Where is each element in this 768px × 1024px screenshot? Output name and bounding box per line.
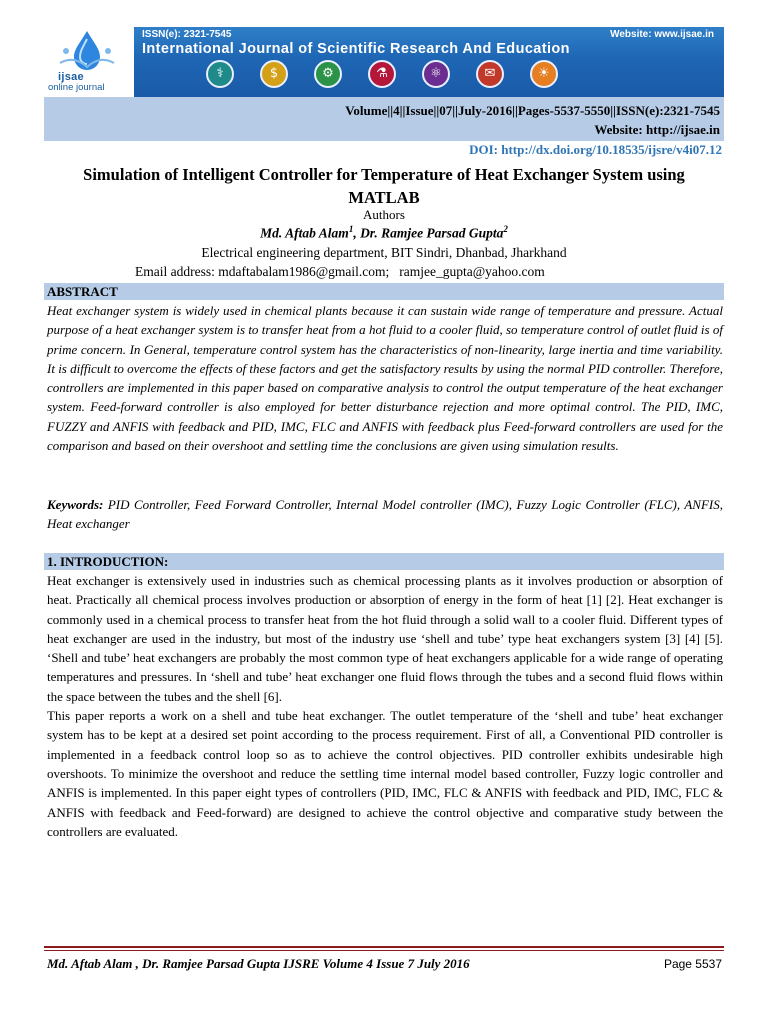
footer-citation: Md. Aftab Alam , Dr. Ramjee Parsad Gupta IJSRE Volume 4 Issue 7 July 2016 <box>47 956 470 971</box>
keywords <box>47 495 723 534</box>
envelope-icon: ✉ <box>476 60 504 88</box>
author-2-affiliation: 2 <box>503 224 508 234</box>
title-line-2: MATLAB <box>348 188 420 207</box>
issue-info-strip <box>44 97 724 141</box>
journal-banner <box>44 27 724 97</box>
email-primary: Email address: mdaftabalam1986@gmail.com; <box>135 264 390 279</box>
volume-line: Volume||4||Issue||07||July-2016||Pages-5537-5550||ISSN(e):2321-7545 <box>345 103 720 118</box>
logo-text: ijsae <box>58 71 84 83</box>
journal-title: International Journal of Scientific Research And Education <box>142 41 570 57</box>
lightbulb-icon: ☀ <box>530 60 558 88</box>
introduction-heading: 1. INTRODUCTION: <box>44 553 724 570</box>
keywords-label: Keywords: <box>47 497 104 512</box>
flask-icon: ⚗ <box>368 60 396 88</box>
email-secondary: ramjee_gupta@yahoo.com <box>399 264 545 279</box>
journal-logo <box>44 27 132 97</box>
abstract-body: Heat exchanger system is widely used in chemical plants because it can sustain wide range of temperature and pressure. Actual purpose of a heat exchanger system is to transfer heat from a hot fluid to a cooler fluid, so temperature control of outlet fluid is of prime concern. In General, temperature control system has the characteristics of non-linearity, large inertia and time variability. It is difficult to overcome the effects of these factors and get the satisfactory results by using the normal PID controller. Therefore, controllers are implemented in this paper based on comparative analysis to control the output temperature of the heat exchanger system. Feed-forward controller is also employed for better disturbance rejection and more optimal control. The PID, IMC, FUZZY and ANFIS with feedback and PID, IMC, FLC and ANFIS with feedback plus Feed-forward controllers are used for the comparison and based on their overshoot and settling time the conclusions are given using simulation results. <box>47 303 724 454</box>
website-line[interactable]: Website: http://ijsae.in <box>594 122 720 137</box>
dollar-icon: $ <box>260 60 288 88</box>
author-separator: , <box>353 225 361 241</box>
doi-link[interactable]: DOI: http://dx.doi.org/10.18535/ijsre/v4i07.12 <box>469 142 722 157</box>
gear-icon: ⚙ <box>314 60 342 88</box>
footer-rule-thin <box>44 950 724 951</box>
banner-website: Website: www.ijsae.in <box>610 29 714 40</box>
paper-title <box>44 163 724 209</box>
introduction-body <box>47 571 723 841</box>
footer-rule <box>44 946 724 948</box>
keywords-text: PID Controller, Feed Forward Controller, Internal Model controller (IMC), Fuzzy Logic Controller (FLC), ANFIS, Heat exchanger <box>47 497 723 532</box>
banner-icon-row <box>206 60 626 94</box>
logo-subtext: online journal <box>48 82 105 93</box>
caduceus-icon: ⚕ <box>206 60 234 88</box>
department: Electrical engineering department, BIT Sindri, Dhanbad, Jharkhand <box>201 245 567 260</box>
intro-paragraph-1: Heat exchanger is extensively used in industries such as chemical processing plants as it involves production or absorption of heat. Practically all chemical process involves production or absorption of energy in the form of heat [1] [2]. Heat exchanger is commonly used in a chemical process to transfer heat from the hot fluid through a solid wall to a cooler fluid. Different types of heat exchanger are used in the industry, but most of the industry use ‘shell and tube’ type heat exchangers system [3] [4] [5]. ‘Shell and tube’ heat exchangers are probably the most common type of heat exchangers applicable for a wide range of operating temperatures and pressures. In ‘shell and tube’ heat exchanger one fluid flows through the tubes and a second fluid flows within the space between the tubes and the shell [6]. <box>47 573 723 704</box>
author-1-affiliation: 1 <box>348 224 354 234</box>
page-number: Page 5537 <box>663 957 722 971</box>
author-2: Dr. Ramjee Parsad Gupta <box>360 225 504 241</box>
banner-issn: ISSN(e): 2321-7545 <box>142 29 232 40</box>
author-1: Md. Aftab Alam <box>260 225 349 241</box>
banner-bar <box>134 27 724 97</box>
intro-paragraph-2: This paper reports a work on a shell and tube heat exchanger. The outlet temperature of the ‘shell and tube’ heat exchanger system has to be kept at a desired set point according to the process requirement. First of all, a Conventional PID controller is implemented in a feedback control loop so as to achieve the control objectives. PID controller exhibits undesirable high overshoots. To minimize the overshoot and reduce the settling time internal model based controller, Fuzzy logic controller and ANFIS is implemented. In this paper eight types of controllers (PID, IMC, FLC & ANFIS with feedback and PID, IMC, FLC & ANFIS with feedback and Feed-forward) are designed to achieve the control objective and comparative study between the controllers are evaluated. <box>47 708 723 839</box>
title-line-1: Simulation of Intelligent Controller for Temperature of Heat Exchanger System using <box>83 165 685 184</box>
abstract-heading: ABSTRACT <box>44 283 724 300</box>
email-address <box>135 264 545 280</box>
water-drop-icon <box>54 29 120 73</box>
authors-label: Authors <box>363 207 405 222</box>
atom-icon: ⚛ <box>422 60 450 88</box>
author-list <box>44 224 724 242</box>
